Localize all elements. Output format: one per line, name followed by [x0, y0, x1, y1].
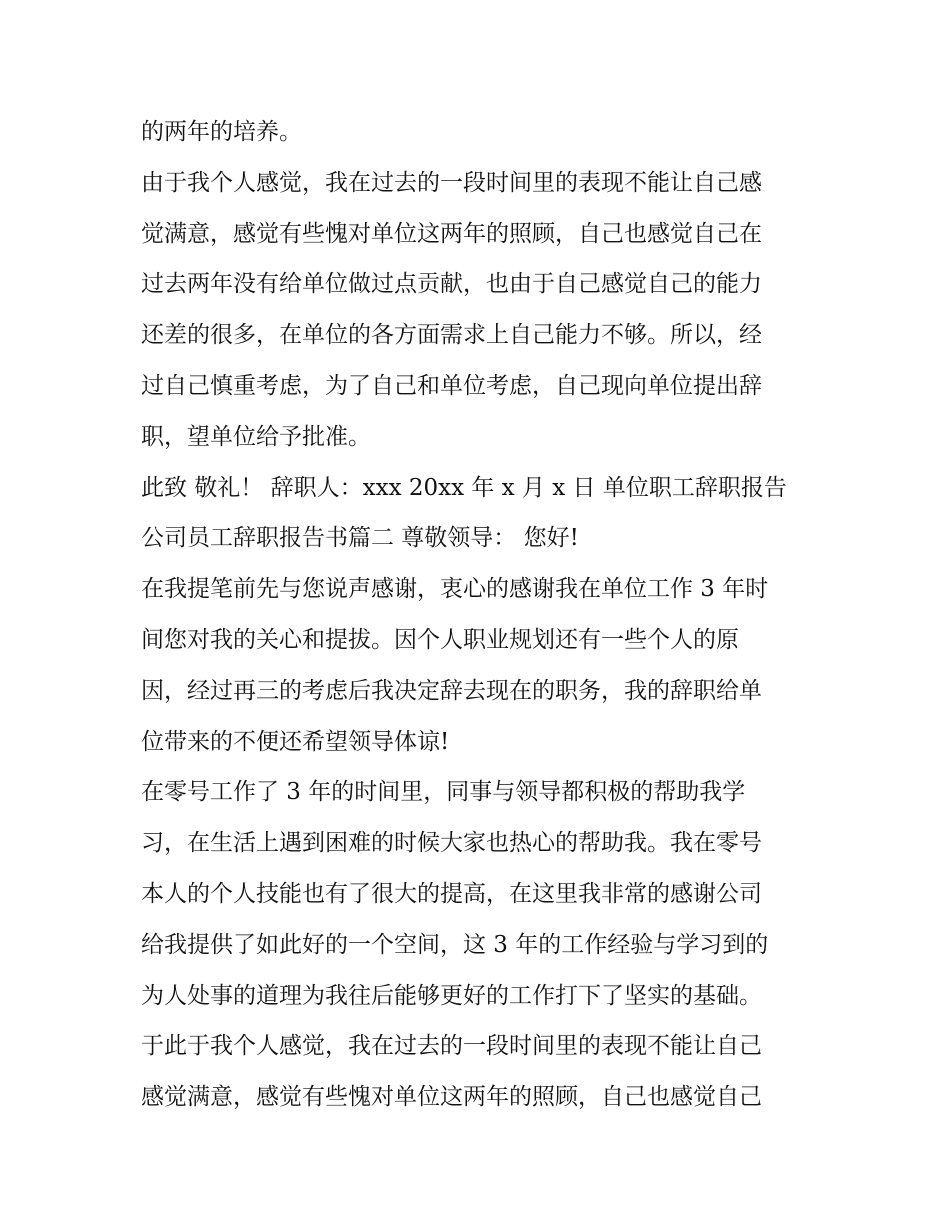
- body-text: [141, 107, 821, 1123]
- text-line: 因，经过再三的考虑后我决定辞去现在的职务，我的辞职给单: [141, 677, 762, 704]
- text-line: 为人处事的道理为我往后能够更好的工作打下了坚实的基础。: [141, 982, 762, 1009]
- text-line: 还差的很多，在单位的各方面需求上自己能力不够。所以，经: [141, 322, 762, 349]
- text-line: 觉满意，感觉有些愧对单位这两年的照顾，自己也感觉自己在: [141, 220, 762, 247]
- text-line: 的两年的培养。: [141, 119, 302, 145]
- text-line: 在我提笔前先与您说声感谢，衷心的感谢我在单位工作 3 年时: [141, 576, 769, 603]
- text-line: 习，在生活上遇到困难的时候大家也热心的帮助我。我在零号: [141, 830, 762, 857]
- text-line: 位带来的不便还希望领导体谅!: [141, 728, 450, 755]
- text-line: 过去两年没有给单位做过点贡献，也由于自己感觉自己的能力: [141, 271, 762, 298]
- text-line: 在零号工作了 3 年的时间里，同事与领导都积极的帮助我学: [141, 779, 746, 806]
- text-line: 给我提供了如此好的一个空间，这 3 年的工作经验与学习到的: [141, 931, 769, 958]
- text-line: 于此于我个人感觉，我在过去的一段时间里的表现不能让自己: [141, 1033, 762, 1060]
- text-line: 过自己慎重考虑，为了自己和单位考虑，自己现向单位提出辞: [141, 372, 762, 399]
- text-line: 间您对我的关心和提拔。因个人职业规划还有一些个人的原: [141, 626, 739, 653]
- text-line: 此致 敬礼！ 辞职人：xxx 20xx 年 x 月 x 日 单位职工辞职报告: [141, 474, 787, 501]
- text-line: 职，望单位给予批准。: [141, 423, 371, 450]
- text-line: 公司员工辞职报告书篇二 尊敬领导： 您好!: [141, 525, 579, 552]
- text-line: 由于我个人感觉，我在过去的一段时间里的表现不能让自己感: [141, 169, 762, 196]
- text-line: 本人的个人技能也有了很大的提高，在这里我非常的感谢公司: [141, 880, 762, 907]
- text-line: 感觉满意，感觉有些愧对单位这两年的照顾，自己也感觉自己: [141, 1084, 762, 1111]
